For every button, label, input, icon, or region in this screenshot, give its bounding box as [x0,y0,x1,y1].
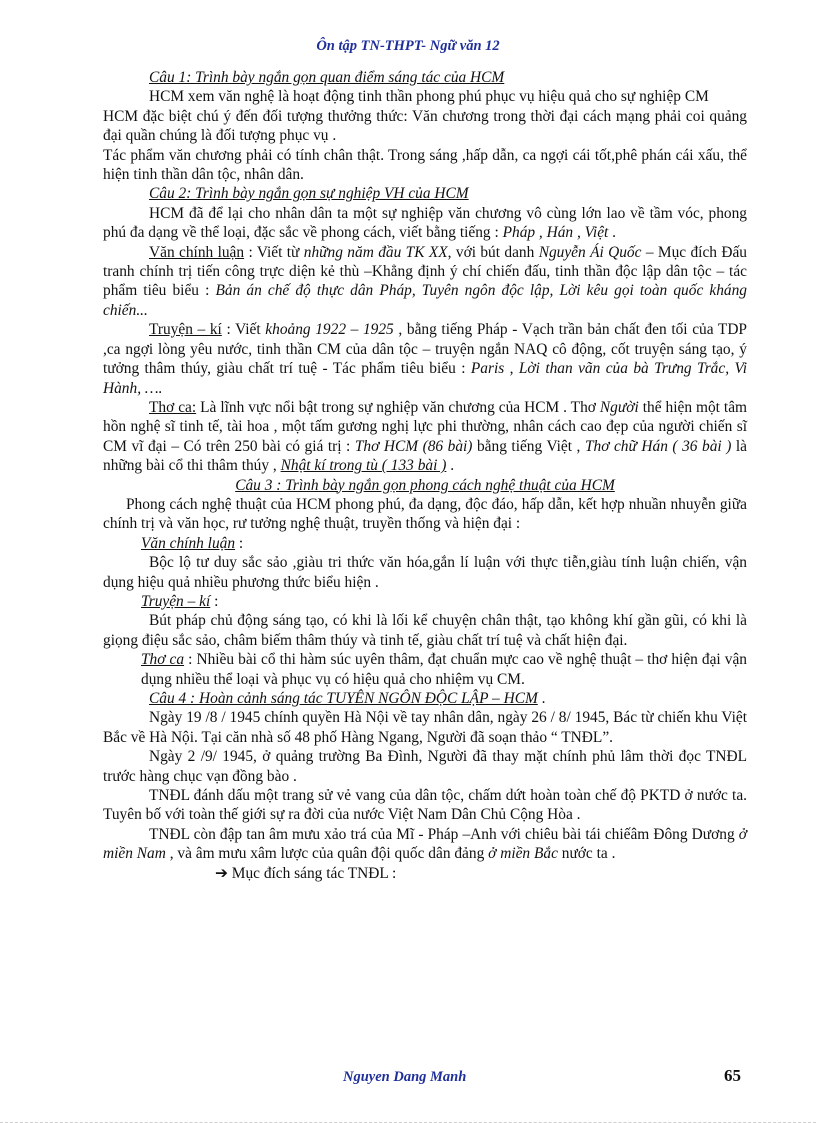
q3-tho-ca: Thơ ca : Nhiều bài cổ thi hàm súc uyên thâm, đạt chuẩn mực cao về nghệ thuật – thơ hiện đại vận dụng nhiều thể loại và phục vụ có hiệu quả cho nhiệm vụ CM. [141,651,747,688]
document-body [103,68,747,883]
page-number: 65 [724,1066,741,1085]
q3-tk-heading: Truyện – kí : [141,592,219,610]
q1-paragraph-3: Tác phẩm văn chương phải có tính chân thật. Trong sáng ,hấp dẫn, ca ngợi cái tốt,phê phán cái xấu, thể hiện tinh thần dân tộc, nhân dân. [103,146,747,184]
q3-tk-text: Bút pháp chủ động sáng tạo, có khi là lối kể chuyện chân thật, tạo không khí gần gũi, có khi là giọng điệu sắc sảo, châm biếm thâm thúy và tinh tế, giàu chất trí tuệ và chất hiện đại. [103,612,747,649]
footer-author: Nguyen Dang Manh [343,1069,467,1085]
q3-intro: Phong cách nghệ thuật của HCM phong phú, đa dạng, độc đáo, hấp dẫn, kết hợp nhuần nhuyễn giữa chính trị và văn học, rư tưởng nghệ thuật, truyền thống và hiện đại : [103,495,747,533]
q2-truyen-ki: Truyện – kí : Viết khoảng 1922 – 1925 , bằng tiếng Pháp - Vạch trần bản chất đen tối của TDP ,ca ngợi lòng yêu nước, tinh thần CM của dân tộc – truyện ngắn NAQ cô động, cốt truyện sáng tạo, ý tưởng thâm thúy, giàu chất trí tuệ - Tác phẩm tiêu biểu : Paris , Lời than vãn của bà Trưng Trắc, Vi Hành, …. [103,321,747,397]
q2-van-chinh-luan: Văn chính luận : Viết từ những năm đầu TK XX, với bút danh Nguyễn Ái Quốc – Mục đích Đấu tranh chính trị tiến công trực diện kẻ thù –Khẳng định ý chí chiến đấu, tinh thần độc lập dân tộc – tác phẩm tiêu biểu : Bản án chế độ thực dân Pháp, Tuyên ngôn độc lập, Lời kêu gọi toàn quốc kháng chiến... [103,243,748,319]
question-4-title: Câu 4 : Hoàn cảnh sáng tác TUYÊN NGÔN ĐỘC LẬP – HCM . [149,690,546,707]
question-3-title: Câu 3 : Trình bày ngắn gọn phong cách nghệ thuật của HCM [235,476,615,494]
q4-paragraph-3: TNĐL đánh dấu một trang sử vẻ vang của dân tộc, chấm dứt hoàn toàn chế độ PKTD ở nước ta. Tuyên bố với toàn thế giới sự ra đời của nước Việt Nam Dân Chủ Cộng Hòa . [103,787,747,824]
q1-paragraph-1: HCM xem văn nghệ là hoạt động tinh thần phong phú phục vụ hiệu quả cho sự nghiệp CM [149,88,709,106]
q2-tho-ca: Thơ ca: Là lĩnh vực nổi bật trong sự nghiệp văn chương của HCM . Thơ Người thể hiện một tâm hồn nghệ sĩ tinh tế, tài hoa , một tấm gương nghị lực phi thường, nhân cách cao đẹp của người chiến sĩ CM vĩ đại – Có trên 250 bài có giá trị : Thơ HCM (86 bài) bằng tiếng Việt , Thơ chữ Hán ( 36 bài ) là những bài cổ thi thâm thúy , Nhật kí trong tù ( 133 bài ) . [103,398,747,475]
q3-vcl-text: Bộc lộ tư duy sắc sảo ,giàu tri thức văn hóa,gắn lí luận với thực tiễn,giàu tính luận chiến, vận dụng hiệu quả nhiều phương thức biểu hiện . [103,554,747,591]
q1-paragraph-2: HCM đặc biệt chú ý đến đối tượng thưởng thức: Văn chương trong thời đại cách mạng phải coi quảng đại quần chúng là đối tượng phục vụ . [103,107,747,145]
q4-paragraph-1: Ngày 19 /8 / 1945 chính quyền Hà Nội về tay nhân dân, ngày 26 / 8/ 1945, Bác từ chiến khu Việt Bắc về Hà Nội. Tại căn nhà số 48 phố Hàng Ngang, Người đã soạn thảo “ TNĐL”. [103,709,747,746]
q4-paragraph-4: TNĐL còn đập tan âm mưu xảo trá của Mĩ - Pháp –Anh với chiêu bài tái chiếâm Đông Dương ở miền Nam , và âm mưu xâm lược của quân đội quốc dân đảng ở miền Bắc nước ta . [103,825,747,863]
page-header: Ôn tập TN-THPT- Ngữ văn 12 [316,38,500,54]
question-2-title: Câu 2: Trình bày ngắn gọn sự nghiệp VH của HCM [149,185,469,203]
q4-purpose: ➔ Mục đích sáng tác TNĐL : [215,864,397,882]
q4-paragraph-2: Ngày 2 /9/ 1945, ở quảng trường Ba Đình, Người đã thay mặt chính phủ lâm thời đọc TNĐL trước hàng chục vạn đồng bào . [103,748,747,785]
q2-intro: HCM đã để lại cho nhân dân ta một sự nghiệp văn chương vô cùng lớn lao về tầm vóc, phong phú đa dạng về thể loại, đặc sắc về phong cách, viết bằng tiếng : Pháp , Hán , Việt . [103,204,747,242]
question-1-title: Câu 1: Trình bày ngắn gọn quan điểm sáng tác của HCM [149,69,505,86]
q3-vcl-heading: Văn chính luận : [141,534,244,552]
arrow-right-icon: ➔ [215,864,228,882]
